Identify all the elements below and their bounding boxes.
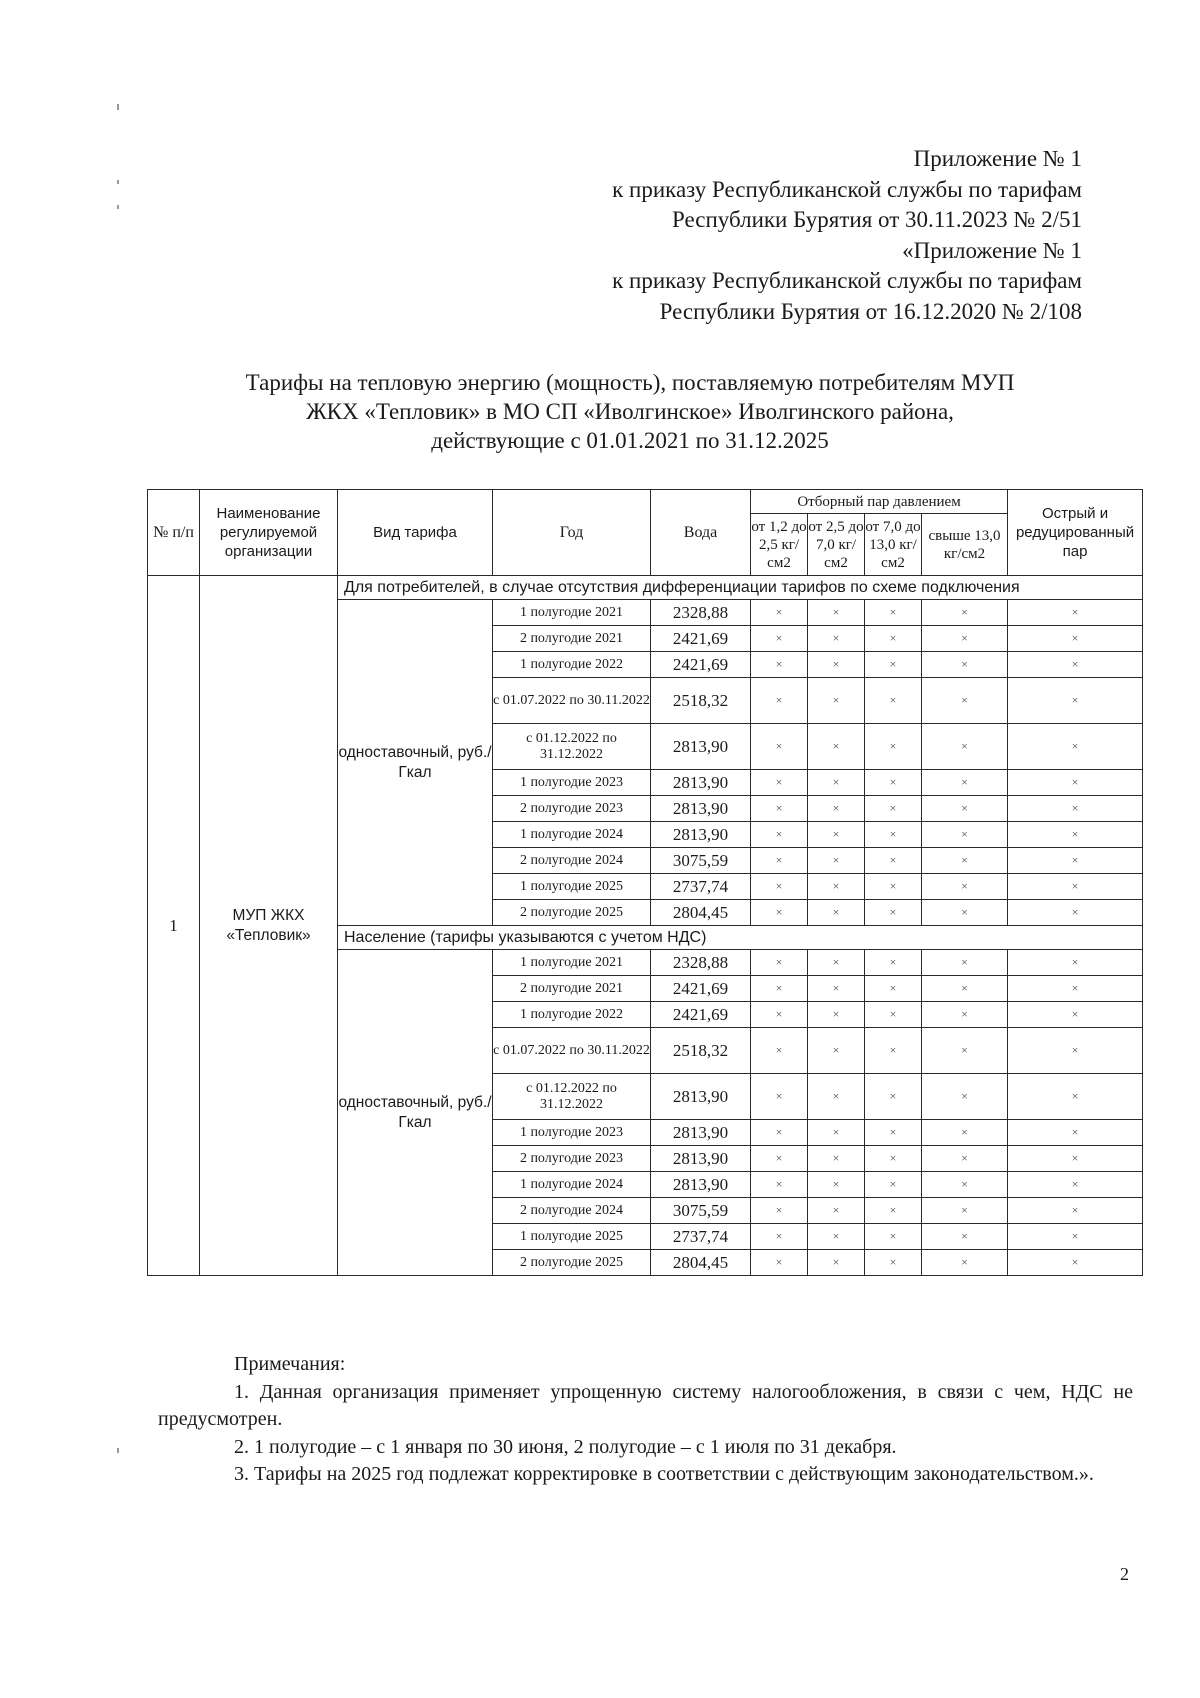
water-value: 2421,69 [651, 626, 751, 652]
na-mark: × [922, 652, 1008, 678]
header-line: «Приложение № 1 [902, 237, 1082, 263]
na-mark: × [865, 1002, 922, 1028]
na-mark: × [865, 796, 922, 822]
na-mark: × [751, 900, 808, 926]
water-value: 2737,74 [651, 1224, 751, 1250]
na-mark: × [808, 652, 865, 678]
na-mark: × [751, 822, 808, 848]
na-mark: × [808, 770, 865, 796]
header-year: Год [493, 490, 651, 576]
na-mark: × [922, 600, 1008, 626]
na-mark: × [922, 796, 1008, 822]
na-mark: × [751, 874, 808, 900]
header-line: Приложение № 1 [913, 146, 1082, 171]
na-mark: × [865, 652, 922, 678]
header-tariff-type: Вид тарифа [338, 490, 493, 576]
na-mark: × [865, 1172, 922, 1198]
row-number: 1 [148, 576, 200, 1276]
header-line: к приказу Республиканской службы по тарифам [612, 268, 1082, 293]
na-mark: × [751, 848, 808, 874]
period-cell: 2 полугодие 2024 [493, 848, 651, 874]
na-mark: × [808, 796, 865, 822]
period-cell: с 01.07.2022 по 30.11.2022 [493, 1028, 651, 1074]
na-mark: × [808, 1028, 865, 1074]
water-value: 2518,32 [651, 678, 751, 724]
na-mark: × [751, 1120, 808, 1146]
header-steam-2: от 2,5 до 7,0 кг/см2 [808, 514, 865, 576]
na-mark: × [808, 678, 865, 724]
na-mark: × [808, 1002, 865, 1028]
header-steam-group: Отборный пар давлением [751, 490, 1008, 514]
na-mark: × [865, 848, 922, 874]
water-value: 2813,90 [651, 770, 751, 796]
document-header [612, 144, 1082, 327]
period-cell: с 01.12.2022 по 31.12.2022 [493, 724, 651, 770]
na-mark: × [808, 1120, 865, 1146]
water-value: 2421,69 [651, 1002, 751, 1028]
na-mark: × [751, 626, 808, 652]
na-mark: × [922, 874, 1008, 900]
water-value: 3075,59 [651, 1198, 751, 1224]
water-value: 2804,45 [651, 900, 751, 926]
na-mark: × [865, 770, 922, 796]
water-value: 2737,74 [651, 874, 751, 900]
water-value: 3075,59 [651, 848, 751, 874]
na-mark: × [922, 950, 1008, 976]
na-mark: × [865, 626, 922, 652]
period-cell: 1 полугодие 2024 [493, 822, 651, 848]
scan-speck [117, 104, 119, 110]
na-mark: × [751, 796, 808, 822]
na-mark: × [808, 822, 865, 848]
na-mark: × [1008, 900, 1143, 926]
period-cell: 1 полугодие 2021 [493, 950, 651, 976]
note-item: 1. Данная организация применяет упрощенную систему налогообложения, в связи с чем, НДС не предусмотрен. [158, 1380, 1133, 1430]
water-value: 2813,90 [651, 796, 751, 822]
header-sharp-steam: Острый и редуцированный пар [1008, 490, 1143, 576]
header-line: Республики Бурятия от 16.12.2020 № 2/108 [659, 298, 1082, 324]
period-cell: 1 полугодие 2025 [493, 874, 651, 900]
na-mark: × [922, 626, 1008, 652]
na-mark: × [1008, 770, 1143, 796]
na-mark: × [865, 874, 922, 900]
water-value: 2518,32 [651, 1028, 751, 1074]
organization-name: МУП ЖКХ «Тепловик» [200, 576, 338, 1276]
na-mark: × [922, 678, 1008, 724]
water-value: 2813,90 [651, 724, 751, 770]
title-line: действующие с 01.01.2021 по 31.12.2025 [431, 428, 829, 453]
water-value: 2421,69 [651, 652, 751, 678]
period-cell: 2 полугодие 2021 [493, 626, 651, 652]
period-cell: 1 полугодие 2023 [493, 1120, 651, 1146]
water-value: 2813,90 [651, 1074, 751, 1120]
period-cell: 1 полугодие 2025 [493, 1224, 651, 1250]
na-mark: × [1008, 1120, 1143, 1146]
na-mark: × [808, 1074, 865, 1120]
na-mark: × [751, 1250, 808, 1276]
document-title [140, 368, 1120, 455]
scan-speck [117, 205, 119, 209]
na-mark: × [1008, 796, 1143, 822]
na-mark: × [751, 1198, 808, 1224]
na-mark: × [922, 1250, 1008, 1276]
na-mark: × [865, 1224, 922, 1250]
na-mark: × [865, 1028, 922, 1074]
na-mark: × [1008, 1250, 1143, 1276]
period-cell: 2 полугодие 2024 [493, 1198, 651, 1224]
na-mark: × [1008, 1028, 1143, 1074]
na-mark: × [808, 976, 865, 1002]
tariff-type: одноставочный, руб./Гкал [338, 600, 493, 926]
period-cell: 1 полугодие 2022 [493, 652, 651, 678]
na-mark: × [865, 1120, 922, 1146]
period-cell: 2 полугодие 2023 [493, 1146, 651, 1172]
na-mark: × [808, 848, 865, 874]
na-mark: × [1008, 1172, 1143, 1198]
na-mark: × [922, 724, 1008, 770]
na-mark: × [1008, 724, 1143, 770]
notes-heading: Примечания: [234, 1353, 346, 1375]
na-mark: × [922, 1028, 1008, 1074]
na-mark: × [808, 950, 865, 976]
na-mark: × [922, 1172, 1008, 1198]
na-mark: × [751, 1074, 808, 1120]
na-mark: × [1008, 874, 1143, 900]
na-mark: × [1008, 600, 1143, 626]
na-mark: × [808, 1172, 865, 1198]
na-mark: × [808, 1198, 865, 1224]
na-mark: × [922, 848, 1008, 874]
na-mark: × [751, 678, 808, 724]
na-mark: × [865, 1074, 922, 1120]
water-value: 2813,90 [651, 1120, 751, 1146]
page-number: 2 [1120, 1564, 1129, 1584]
scan-speck [117, 180, 119, 184]
na-mark: × [1008, 626, 1143, 652]
na-mark: × [808, 1224, 865, 1250]
period-cell: с 01.07.2022 по 30.11.2022 [493, 678, 651, 724]
header-steam-4: свыше 13,0 кг/см2 [922, 514, 1008, 576]
na-mark: × [808, 874, 865, 900]
period-cell: с 01.12.2022 по 31.12.2022 [493, 1074, 651, 1120]
na-mark: × [922, 822, 1008, 848]
na-mark: × [1008, 1146, 1143, 1172]
period-cell: 1 полугодие 2023 [493, 770, 651, 796]
na-mark: × [865, 724, 922, 770]
na-mark: × [808, 1250, 865, 1276]
na-mark: × [1008, 1224, 1143, 1250]
na-mark: × [751, 600, 808, 626]
note-item: 3. Тарифы на 2025 год подлежат корректировке в соответствии с действующим законодательством.». [234, 1463, 1094, 1485]
na-mark: × [865, 1198, 922, 1224]
na-mark: × [865, 1250, 922, 1276]
na-mark: × [1008, 678, 1143, 724]
na-mark: × [865, 1146, 922, 1172]
period-cell: 2 полугодие 2025 [493, 1250, 651, 1276]
na-mark: × [1008, 822, 1143, 848]
na-mark: × [1008, 652, 1143, 678]
na-mark: × [808, 600, 865, 626]
na-mark: × [1008, 1198, 1143, 1224]
period-cell: 2 полугодие 2025 [493, 900, 651, 926]
tariff-type: одноставочный, руб./Гкал [338, 950, 493, 1276]
tariff-table [147, 489, 1143, 1276]
na-mark: × [751, 950, 808, 976]
na-mark: × [751, 1028, 808, 1074]
header-line: Республики Бурятия от 30.11.2023 № 2/51 [671, 207, 1082, 232]
period-cell: 2 полугодие 2021 [493, 976, 651, 1002]
scan-speck [117, 1448, 119, 1453]
na-mark: × [865, 600, 922, 626]
na-mark: × [751, 1146, 808, 1172]
na-mark: × [922, 1074, 1008, 1120]
title-line: Тарифы на тепловую энергию (мощность), поставляемую потребителям МУП [245, 370, 1015, 395]
na-mark: × [1008, 976, 1143, 1002]
header-steam-3: от 7,0 до 13,0 кг/см2 [865, 514, 922, 576]
na-mark: × [751, 1224, 808, 1250]
na-mark: × [865, 678, 922, 724]
na-mark: × [808, 900, 865, 926]
period-cell: 1 полугодие 2022 [493, 1002, 651, 1028]
water-value: 2813,90 [651, 1146, 751, 1172]
na-mark: × [922, 976, 1008, 1002]
water-value: 2804,45 [651, 1250, 751, 1276]
na-mark: × [808, 1146, 865, 1172]
na-mark: × [1008, 950, 1143, 976]
period-cell: 1 полугодие 2024 [493, 1172, 651, 1198]
water-value: 2328,88 [651, 950, 751, 976]
na-mark: × [922, 1146, 1008, 1172]
section-title: Население (тарифы указываются с учетом НДС) [338, 926, 1143, 950]
na-mark: × [751, 1002, 808, 1028]
water-value: 2813,90 [651, 1172, 751, 1198]
water-value: 2421,69 [651, 976, 751, 1002]
na-mark: × [922, 1198, 1008, 1224]
note-item: 2. 1 полугодие – с 1 января по 30 июня, 2 полугодие – с 1 июля по 31 декабря. [234, 1435, 897, 1458]
title-line: ЖКХ «Тепловик» в МО СП «Иволгинское» Иволгинского района, [306, 399, 954, 424]
na-mark: × [865, 950, 922, 976]
na-mark: × [751, 724, 808, 770]
na-mark: × [751, 976, 808, 1002]
na-mark: × [1008, 1002, 1143, 1028]
header-water: Вода [651, 490, 751, 576]
water-value: 2813,90 [651, 822, 751, 848]
water-value: 2328,88 [651, 600, 751, 626]
na-mark: × [751, 1172, 808, 1198]
header-steam-1: от 1,2 до 2,5 кг/см2 [751, 514, 808, 576]
na-mark: × [922, 1002, 1008, 1028]
na-mark: × [1008, 848, 1143, 874]
na-mark: × [865, 822, 922, 848]
na-mark: × [865, 976, 922, 1002]
notes-section [158, 1351, 1133, 1489]
na-mark: × [751, 770, 808, 796]
na-mark: × [922, 900, 1008, 926]
na-mark: × [865, 900, 922, 926]
header-num: № п/п [148, 490, 200, 576]
header-organization: Наименование регулируемой организации [200, 490, 338, 576]
na-mark: × [808, 626, 865, 652]
section-title: Для потребителей, в случае отсутствия дифференциации тарифов по схеме подключения [338, 576, 1143, 600]
na-mark: × [922, 1120, 1008, 1146]
na-mark: × [922, 1224, 1008, 1250]
period-cell: 1 полугодие 2021 [493, 600, 651, 626]
na-mark: × [922, 770, 1008, 796]
na-mark: × [751, 652, 808, 678]
na-mark: × [808, 724, 865, 770]
period-cell: 2 полугодие 2023 [493, 796, 651, 822]
na-mark: × [1008, 1074, 1143, 1120]
header-line: к приказу Республиканской службы по тарифам [612, 176, 1082, 202]
